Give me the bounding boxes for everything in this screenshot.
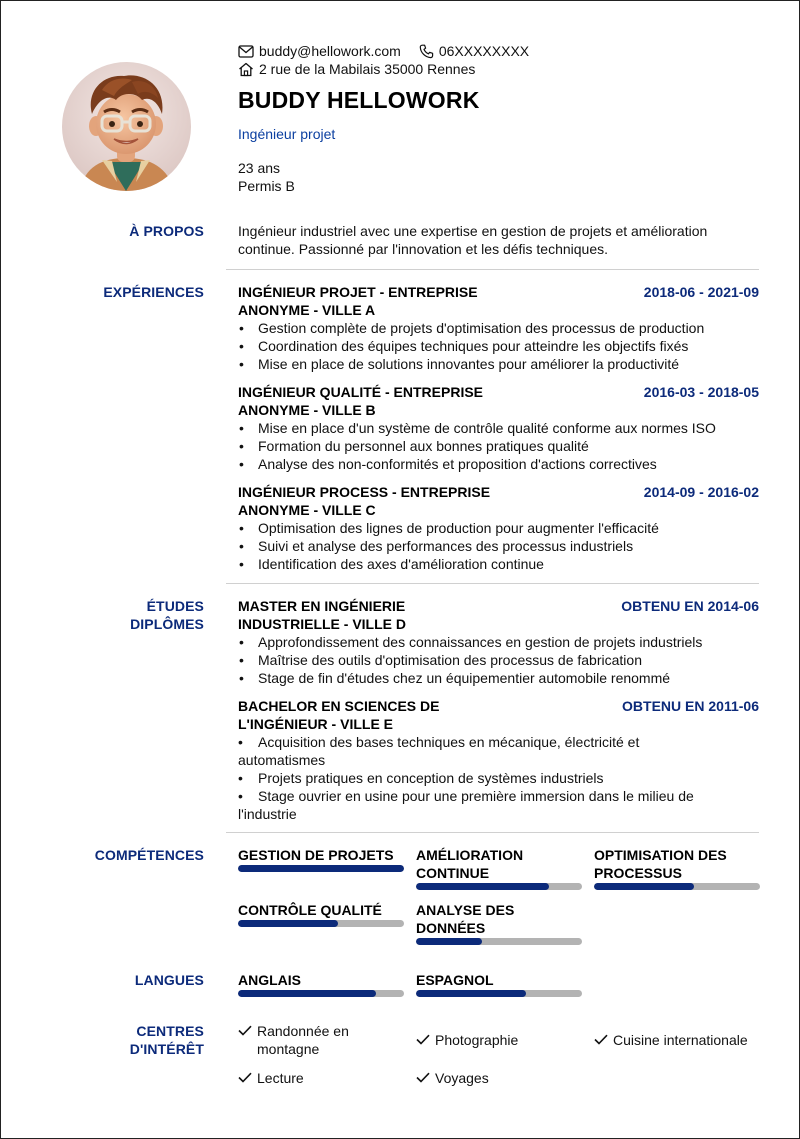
job-title: Ingénieur projet	[238, 126, 336, 142]
list-item: • Approfondissement des connaissances en gestion de projets industriels	[238, 633, 759, 651]
skill-item	[238, 901, 404, 927]
list-item: • Projets pratiques en conception de systèmes industriels	[238, 769, 718, 787]
language-level-bar	[238, 990, 404, 997]
check-icon	[416, 1034, 430, 1045]
section-label-line: D'INTÉRÊT	[129, 1041, 204, 1057]
entry-date: 2018-06 - 2021-09	[643, 284, 759, 300]
mail-icon	[238, 45, 254, 58]
entry-title	[238, 483, 568, 519]
interest-item	[416, 1031, 518, 1049]
phone-contact[interactable]	[419, 43, 529, 60]
interest-label	[257, 1022, 349, 1058]
skill-level-fill	[238, 920, 338, 927]
skill-level-bar	[416, 883, 582, 890]
entry-date: 2016-03 - 2018-05	[643, 384, 759, 400]
list-item: • Mise en place de solutions innovantes pour améliorer la productivité	[238, 355, 759, 373]
skill-item	[416, 846, 582, 890]
section-divider	[226, 832, 759, 833]
skill-level-fill	[416, 883, 549, 890]
check-icon	[238, 1025, 252, 1036]
phone-text: 06XXXXXXXX	[438, 43, 530, 59]
skill-item	[238, 846, 404, 872]
list-item: • Stage ouvrier en usine pour une première immersion dans le milieu de l'industrie	[238, 787, 718, 823]
interest-item	[416, 1069, 489, 1087]
language-item	[238, 971, 404, 997]
entry-title	[238, 283, 568, 319]
section-label-line: CENTRES	[136, 1023, 204, 1039]
about-line: Ingénieur industriel avec une expertise en gestion de projets et amélioration	[238, 223, 708, 239]
entry-title-line: INGÉNIEUR QUALITÉ - ENTREPRISE	[238, 384, 484, 400]
skill-name: CONTRÔLE QUALITÉ	[238, 902, 382, 918]
list-item: • Suivi et analyse des performances des processus industriels	[238, 537, 759, 555]
list-item: • Analyse des non-conformités et proposition d'actions correctives	[238, 455, 759, 473]
home-icon	[238, 62, 254, 77]
education-entry	[238, 697, 759, 823]
skill-level-fill	[594, 883, 694, 890]
education-entry	[238, 597, 759, 687]
entry-title-line: INGÉNIEUR PROJET - ENTREPRISE	[238, 284, 478, 300]
interest-item	[594, 1031, 748, 1049]
skill-level-fill	[416, 938, 482, 945]
section-label-experiences: EXPÉRIENCES	[103, 284, 204, 300]
skill-level-bar	[238, 865, 404, 872]
list-item: • Stage de fin d'études chez un équipementier automobile renommé	[238, 669, 759, 687]
language-name: ANGLAIS	[238, 972, 301, 988]
language-item	[416, 971, 582, 997]
entry-date: OBTENU EN 2014-06	[621, 598, 759, 614]
experience-entry	[238, 383, 759, 473]
skill-item	[594, 846, 760, 890]
about-text	[238, 222, 759, 258]
interest-item	[238, 1022, 349, 1058]
interest-label-line: montagne	[257, 1041, 320, 1057]
section-label-about: À PROPOS	[129, 223, 204, 239]
entry-title-line: ANONYME - VILLE C	[238, 502, 376, 518]
skill-level-fill	[238, 865, 404, 872]
check-icon	[238, 1072, 252, 1083]
interest-label: Lecture	[257, 1070, 304, 1086]
skill-name: OPTIMISATION DES PROCESSUS	[594, 847, 727, 881]
section-label-line: ÉTUDES	[146, 598, 204, 614]
skill-name: ANALYSE DES DONNÉES	[416, 902, 515, 936]
candidate-name: BUDDY HELLOWORK	[238, 87, 480, 113]
phone-icon	[419, 44, 434, 59]
section-label-line: DIPLÔMES	[130, 616, 204, 632]
list-item: • Maîtrise des outils d'optimisation des processus de fabrication	[238, 651, 759, 669]
address-contact	[238, 61, 475, 78]
driving-license: Permis B	[238, 178, 295, 194]
check-icon	[416, 1072, 430, 1083]
email-contact[interactable]	[238, 43, 401, 60]
section-label-interests	[130, 1022, 204, 1058]
entry-title-line: INGÉNIEUR PROCESS - ENTREPRISE	[238, 484, 491, 500]
check-icon	[594, 1034, 608, 1045]
experience-entry	[238, 483, 759, 573]
interest-label: Cuisine internationale	[613, 1032, 748, 1048]
avatar-illustration	[62, 62, 191, 191]
list-item: • Identification des axes d'amélioration continue	[238, 555, 759, 573]
section-label-education	[130, 597, 204, 633]
entry-title-line: INDUSTRIELLE - VILLE D	[238, 616, 406, 632]
section-label-languages: LANGUES	[134, 972, 204, 988]
entry-title	[238, 597, 568, 633]
entry-title	[238, 383, 568, 419]
email-text: buddy@hellowork.com	[259, 43, 401, 59]
list-item: • Acquisition des bases techniques en mécanique, électricité et automatismes	[238, 733, 718, 769]
bullet-list	[238, 319, 759, 373]
list-item: • Mise en place d'un système de contrôle qualité conforme aux normes ISO	[238, 419, 759, 437]
bullet-list	[238, 419, 759, 473]
section-divider	[226, 583, 759, 584]
interest-label: Voyages	[435, 1070, 489, 1086]
list-item: • Formation du personnel aux bonnes pratiques qualité	[238, 437, 759, 455]
interest-item	[238, 1069, 304, 1087]
skill-level-bar	[238, 920, 404, 927]
list-item: • Optimisation des lignes de production pour augmenter l'efficacité	[238, 519, 759, 537]
entry-title-line: L'INGÉNIEUR - VILLE E	[238, 716, 394, 732]
skill-level-bar	[594, 883, 760, 890]
entry-title-line: BACHELOR EN SCIENCES DE	[238, 698, 440, 714]
entry-title-line: ANONYME - VILLE B	[238, 402, 376, 418]
skill-name: GESTION DE PROJETS	[238, 847, 394, 863]
avatar	[62, 62, 191, 191]
experience-entry	[238, 283, 759, 373]
address-row	[238, 61, 475, 78]
list-item: • Coordination des équipes techniques pour atteindre les objectifs fixés	[238, 337, 759, 355]
language-level-bar	[416, 990, 582, 997]
entry-date: 2014-09 - 2016-02	[643, 484, 759, 500]
age: 23 ans	[238, 160, 281, 176]
interest-label: Photographie	[435, 1032, 519, 1048]
bullet-list	[238, 733, 718, 823]
skill-name: AMÉLIORATION CONTINUE	[416, 847, 524, 881]
section-label-skills: COMPÉTENCES	[94, 847, 204, 863]
entry-title	[238, 697, 568, 733]
contact-row	[238, 43, 529, 60]
language-level-fill	[238, 990, 376, 997]
section-divider	[226, 269, 759, 270]
bullet-list	[238, 519, 759, 573]
address-text: 2 rue de la Mabilais 35000 Rennes	[259, 61, 476, 77]
language-name: ESPAGNOL	[416, 972, 494, 988]
language-level-fill	[416, 990, 526, 997]
about-line: continue. Passionné par l'innovation et les défis techniques.	[238, 241, 609, 257]
skill-level-bar	[416, 938, 582, 945]
interest-label-line: Randonnée en	[257, 1023, 349, 1039]
entry-title-line: MASTER EN INGÉNIERIE	[238, 598, 406, 614]
skill-item	[416, 901, 582, 945]
entry-date: OBTENU EN 2011-06	[622, 698, 759, 714]
bullet-list	[238, 633, 759, 687]
list-item: • Gestion complète de projets d'optimisation des processus de production	[238, 319, 759, 337]
entry-title-line: ANONYME - VILLE A	[238, 302, 376, 318]
